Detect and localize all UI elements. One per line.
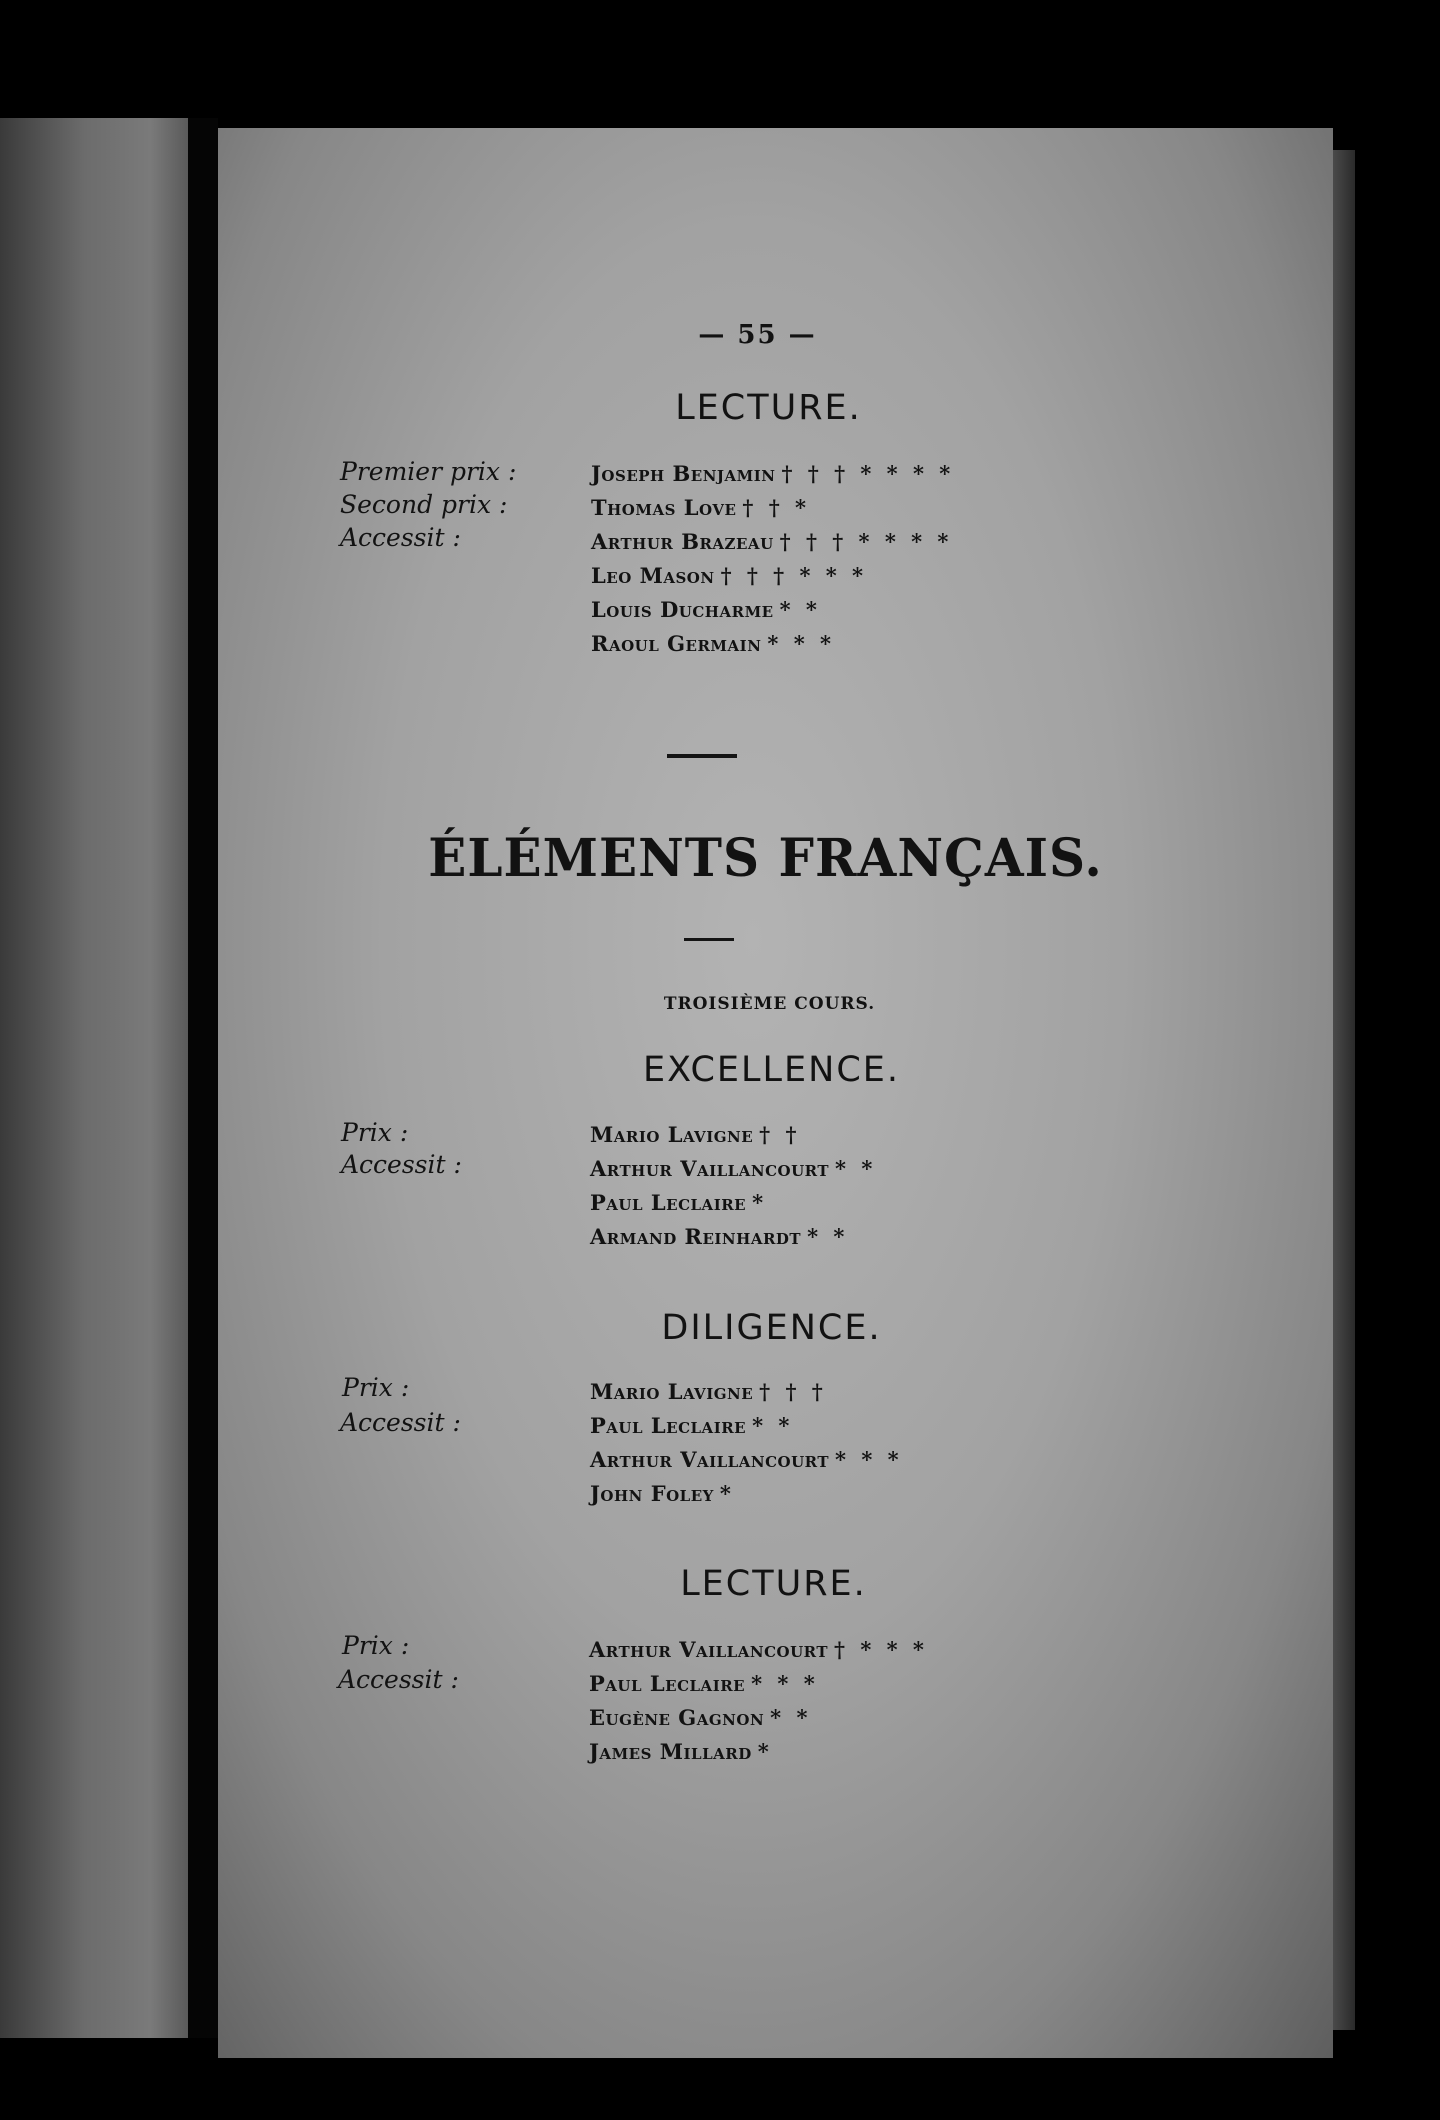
entry-name: Mario Lavigne bbox=[590, 1379, 754, 1404]
list-item bbox=[590, 1375, 827, 1409]
entry-marks: * * bbox=[807, 1224, 849, 1249]
divider-rule bbox=[684, 938, 734, 941]
label-prix: Prix : bbox=[341, 1118, 409, 1147]
list-item bbox=[591, 593, 821, 627]
entry-marks: † † † * * * * bbox=[781, 461, 955, 486]
list-item bbox=[589, 1633, 928, 1667]
list-item bbox=[590, 1477, 735, 1511]
entry-name: Paul Leclaire bbox=[589, 1671, 746, 1696]
list-item bbox=[590, 1152, 876, 1186]
label-accessit: Accessit : bbox=[340, 523, 461, 552]
section-title-lecture-1: LECTURE. bbox=[675, 388, 862, 428]
list-item bbox=[590, 1220, 848, 1254]
entry-name: Paul Leclaire bbox=[590, 1190, 747, 1215]
entry-marks: † * * * bbox=[834, 1637, 928, 1662]
entry-marks: * * bbox=[752, 1413, 794, 1438]
label-prix: Prix : bbox=[342, 1631, 410, 1660]
entry-name: Thomas Love bbox=[591, 495, 737, 520]
label-premier-prix: Premier prix : bbox=[340, 457, 517, 486]
entry-name: Paul Leclaire bbox=[590, 1413, 747, 1438]
list-item bbox=[590, 1186, 767, 1220]
entry-marks: * bbox=[752, 1190, 768, 1215]
label-accessit: Accessit : bbox=[341, 1150, 462, 1179]
page-number: — 55 — bbox=[698, 320, 817, 350]
label-second-prix: Second prix : bbox=[340, 490, 508, 519]
list-item bbox=[591, 627, 835, 661]
entry-marks: † † * bbox=[742, 495, 810, 520]
entry-name: Arthur Brazeau bbox=[591, 529, 774, 554]
list-item bbox=[589, 1667, 819, 1701]
list-item bbox=[591, 457, 954, 491]
label-accessit: Accessit : bbox=[338, 1665, 459, 1694]
list-item bbox=[591, 559, 867, 593]
entry-name: Eugène Gagnon bbox=[589, 1705, 765, 1730]
label-prix: Prix : bbox=[342, 1373, 410, 1402]
section-title-excellence: EXCELLENCE. bbox=[642, 1050, 901, 1090]
entry-marks: * * bbox=[779, 597, 821, 622]
page-edge bbox=[1333, 150, 1355, 2030]
list-item bbox=[589, 1701, 811, 1735]
entry-name: John Foley bbox=[590, 1481, 714, 1506]
label-accessit: Accessit : bbox=[340, 1408, 461, 1437]
entry-name: Louis Ducharme bbox=[591, 597, 774, 622]
entry-marks: † † † * * * bbox=[720, 563, 868, 588]
facing-page bbox=[0, 118, 188, 2038]
entry-marks: * * * bbox=[751, 1671, 819, 1696]
entry-marks: † † † * * * * bbox=[779, 529, 953, 554]
entry-marks: * * bbox=[835, 1156, 877, 1181]
list-item bbox=[589, 1735, 773, 1769]
list-item bbox=[591, 525, 952, 559]
entry-marks: * * bbox=[770, 1705, 812, 1730]
list-item bbox=[590, 1409, 793, 1443]
list-item bbox=[590, 1443, 903, 1477]
entry-name: Arthur Vaillancourt bbox=[590, 1447, 830, 1472]
course-title: TROISIÈME COURS. bbox=[663, 994, 876, 1014]
main-title: ÉLÉMENTS FRANÇAIS. bbox=[428, 826, 1103, 889]
entry-marks: * bbox=[719, 1481, 735, 1506]
entry-name: Mario Lavigne bbox=[590, 1122, 754, 1147]
divider-rule bbox=[667, 754, 737, 758]
entry-name: Arthur Vaillancourt bbox=[589, 1637, 829, 1662]
entry-marks: * * * bbox=[835, 1447, 903, 1472]
entry-marks: * * * bbox=[767, 631, 835, 656]
entry-marks: * bbox=[757, 1739, 773, 1764]
entry-name: Arthur Vaillancourt bbox=[590, 1156, 830, 1181]
entry-name: Armand Reinhardt bbox=[590, 1224, 802, 1249]
entry-name: Raoul Germain bbox=[591, 631, 762, 656]
entry-name: James Millard bbox=[589, 1739, 752, 1764]
entry-marks: † † † bbox=[759, 1379, 827, 1404]
book-page bbox=[218, 128, 1333, 2058]
list-item bbox=[591, 491, 810, 525]
entry-name: Joseph Benjamin bbox=[591, 461, 776, 486]
section-title-lecture-2: LECTURE. bbox=[680, 1564, 867, 1604]
entry-marks: † † bbox=[759, 1122, 801, 1147]
section-title-diligence: DILIGENCE. bbox=[661, 1308, 882, 1348]
list-item bbox=[590, 1118, 800, 1152]
entry-name: Leo Mason bbox=[591, 563, 715, 588]
